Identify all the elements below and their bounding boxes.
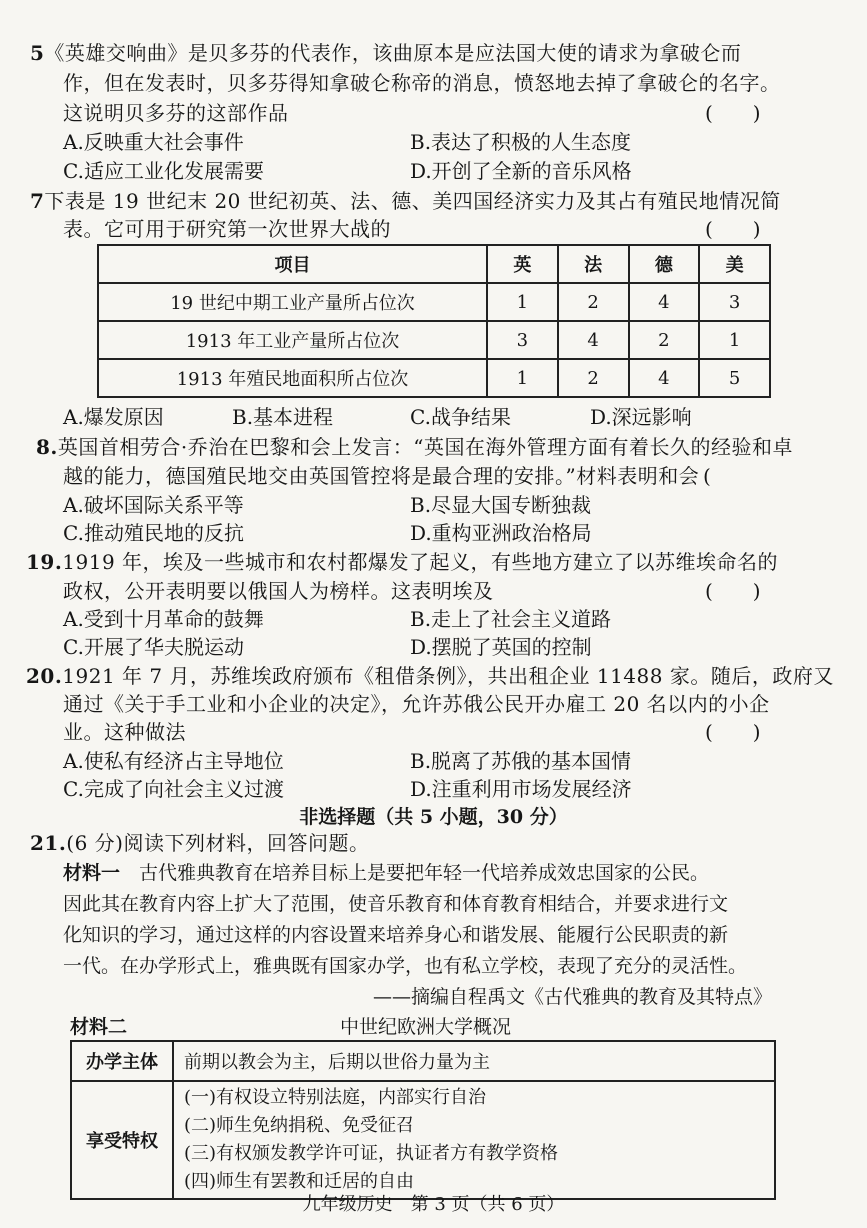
option-d: D.开创了全新的音乐风格 bbox=[410, 159, 632, 183]
option-d: D.重构亚洲政治格局 bbox=[410, 521, 592, 545]
question-18-line-2: 越的能力，德国殖民地交由英国管控将是最合理的安排。”材料表明和会 bbox=[63, 464, 700, 488]
row-header: 办学主体 bbox=[71, 1041, 173, 1081]
option-b: B.走上了社会主义道路 bbox=[410, 607, 612, 631]
material-1-line-2: 因此其在教育内容上扩大了范围，使音乐教育和体育教育相结合，并要求进行文 bbox=[63, 893, 729, 915]
privilege-item: (三)有权颁发教学许可证，执证者方有教学资格 bbox=[184, 1143, 559, 1164]
table-cell: 1913 年工业产量所占位次 bbox=[98, 321, 487, 359]
table-cell: 1913 年殖民地面积所占位次 bbox=[98, 359, 487, 397]
question-18-line-1: 8.英国首相劳合·乔治在巴黎和会上发言：“英国在海外管理方面有着长久的经验和卓 bbox=[36, 435, 793, 459]
question-16-line-1: 5《英雄交响曲》是贝多芬的代表作，该曲原本是应法国大使的请求为拿破仑而 bbox=[30, 41, 742, 65]
answer-paren: ( ) bbox=[705, 720, 761, 744]
material-1-line-1: 材料一 古代雅典教育在培养目标上是要把年轻一代培养成效忠国家的公民。 bbox=[63, 862, 710, 884]
option-a: A.受到十月革命的鼓舞 bbox=[63, 607, 264, 631]
privilege-item: (四)师生有罢教和迁居的自由 bbox=[184, 1171, 415, 1192]
option-a: A.反映重大社会事件 bbox=[63, 130, 244, 154]
material-label: 材料一 bbox=[63, 862, 121, 884]
answer-paren: ( ) bbox=[705, 101, 761, 125]
option-b: B.基本进程 bbox=[232, 405, 334, 429]
table-cell: 4 bbox=[558, 321, 629, 359]
option-a: A.爆发原因 bbox=[63, 405, 164, 429]
question-number: 19. bbox=[26, 550, 63, 574]
option-c: C.战争结果 bbox=[410, 405, 511, 429]
material-label: 材料二 bbox=[70, 1016, 128, 1038]
table-cell: 19 世纪中期工业产量所占位次 bbox=[98, 283, 487, 321]
option-b: B.表达了积极的人生态度 bbox=[410, 130, 632, 154]
option-d: D.注重利用市场发展经济 bbox=[410, 777, 632, 801]
privileges-cell bbox=[173, 1081, 775, 1199]
option-b: B.脱离了苏俄的基本国情 bbox=[410, 749, 632, 773]
table-header: 英 bbox=[487, 245, 558, 283]
question-16-line-3: 这说明贝多芬的这部作品 bbox=[63, 101, 289, 125]
table-header: 项目 bbox=[98, 245, 487, 283]
material-1-line-3: 化知识的学习，通过这样的内容设置来培养身心和谐发展、能履行公民职责的新 bbox=[63, 924, 729, 946]
option-c: C.完成了向社会主义过渡 bbox=[63, 777, 284, 801]
question-19-line-1: 19.1919 年，埃及一些城市和农村都爆发了起义，有些地方建立了以苏维埃命名的 bbox=[26, 550, 779, 574]
table-cell: 3 bbox=[487, 321, 558, 359]
question-number: 8. bbox=[36, 435, 58, 459]
question-17-line-2: 表。它可用于研究第一次世界大战的 bbox=[63, 217, 391, 241]
table-cell: 4 bbox=[629, 283, 700, 321]
table-cell: 1 bbox=[487, 283, 558, 321]
table-row bbox=[71, 1041, 775, 1081]
option-a: A.使私有经济占主导地位 bbox=[63, 749, 284, 773]
row-header: 享受特权 bbox=[71, 1081, 173, 1199]
table-cell: 2 bbox=[629, 321, 700, 359]
question-16-line-2: 作，但在发表时，贝多芬得知拿破仑称帝的消息，愤怒地去掉了拿破仑的名字。 bbox=[63, 71, 781, 95]
question-20-line-3: 业。这种做法 bbox=[63, 720, 186, 744]
privilege-item: (二)师生免纳捐税、免受征召 bbox=[184, 1115, 415, 1136]
material-1-source: ——摘编自程禹文《古代雅典的教育及其特点》 bbox=[372, 986, 772, 1008]
question-20-line-1: 20.1921 年 7 月，苏维埃政府颁布《租借条例》，共出租企业 11488 家。随后，政府又 bbox=[26, 664, 834, 688]
question-19-line-2: 政权，公开表明要以俄国人为榜样。这表明埃及 bbox=[63, 579, 494, 603]
table-cell: 2 bbox=[558, 359, 629, 397]
option-c: C.推动殖民地的反抗 bbox=[63, 521, 244, 545]
table-header: 德 bbox=[629, 245, 700, 283]
table-cell: 5 bbox=[699, 359, 770, 397]
table-row bbox=[71, 1081, 775, 1199]
university-table bbox=[70, 1040, 776, 1200]
table-row bbox=[98, 283, 770, 321]
page-footer: 九年级历史 第 3 页（共 6 页） bbox=[302, 1194, 565, 1215]
table-cell: 1 bbox=[699, 321, 770, 359]
table-cell: 1 bbox=[487, 359, 558, 397]
option-d: D.深远影响 bbox=[590, 405, 692, 429]
question-number: 5 bbox=[30, 41, 45, 65]
option-b: B.尽显大国专断独裁 bbox=[410, 493, 592, 517]
table-header: 法 bbox=[558, 245, 629, 283]
table-cell: 3 bbox=[699, 283, 770, 321]
answer-paren: ( ) bbox=[705, 217, 761, 241]
question-number: 20. bbox=[26, 664, 63, 688]
material-2-title: 中世纪欧洲大学概况 bbox=[340, 1016, 512, 1038]
material-1-line-4: 一代。在办学形式上，雅典既有国家办学，也有私立学校，表现了充分的灵活性。 bbox=[63, 955, 748, 977]
table-cell: 2 bbox=[558, 283, 629, 321]
question-17-line-1: 7下表是 19 世纪末 20 世纪初英、法、德、美四国经济实力及其占有殖民地情况简 bbox=[30, 189, 781, 213]
option-c: C.适应工业化发展需要 bbox=[63, 159, 264, 183]
table-row bbox=[98, 321, 770, 359]
table-row bbox=[98, 359, 770, 397]
section-title: 非选择题（共 5 小题，30 分） bbox=[299, 806, 568, 828]
answer-paren: ( ) bbox=[705, 579, 761, 603]
option-c: C.开展了华夫脱运动 bbox=[63, 635, 244, 659]
table-cell: 4 bbox=[629, 359, 700, 397]
table-header: 美 bbox=[699, 245, 770, 283]
option-d: D.摆脱了英国的控制 bbox=[410, 635, 592, 659]
question-21-intro: 21.(6 分)阅读下列材料，回答问题。 bbox=[30, 831, 370, 855]
table-header-row bbox=[98, 245, 770, 283]
question-number: 21. bbox=[30, 831, 67, 855]
answer-paren: ( bbox=[703, 464, 711, 488]
table-cell: 前期以教会为主，后期以世俗力量为主 bbox=[173, 1041, 775, 1081]
great-powers-table bbox=[97, 244, 771, 398]
privilege-item: (一)有权设立特别法庭，内部实行自治 bbox=[184, 1087, 487, 1108]
question-20-line-2: 通过《关于手工业和小企业的决定》，允许苏俄公民开办雇工 20 名以内的小企 bbox=[63, 692, 770, 716]
option-a: A.破坏国际关系平等 bbox=[63, 493, 244, 517]
question-number: 7 bbox=[30, 189, 45, 213]
